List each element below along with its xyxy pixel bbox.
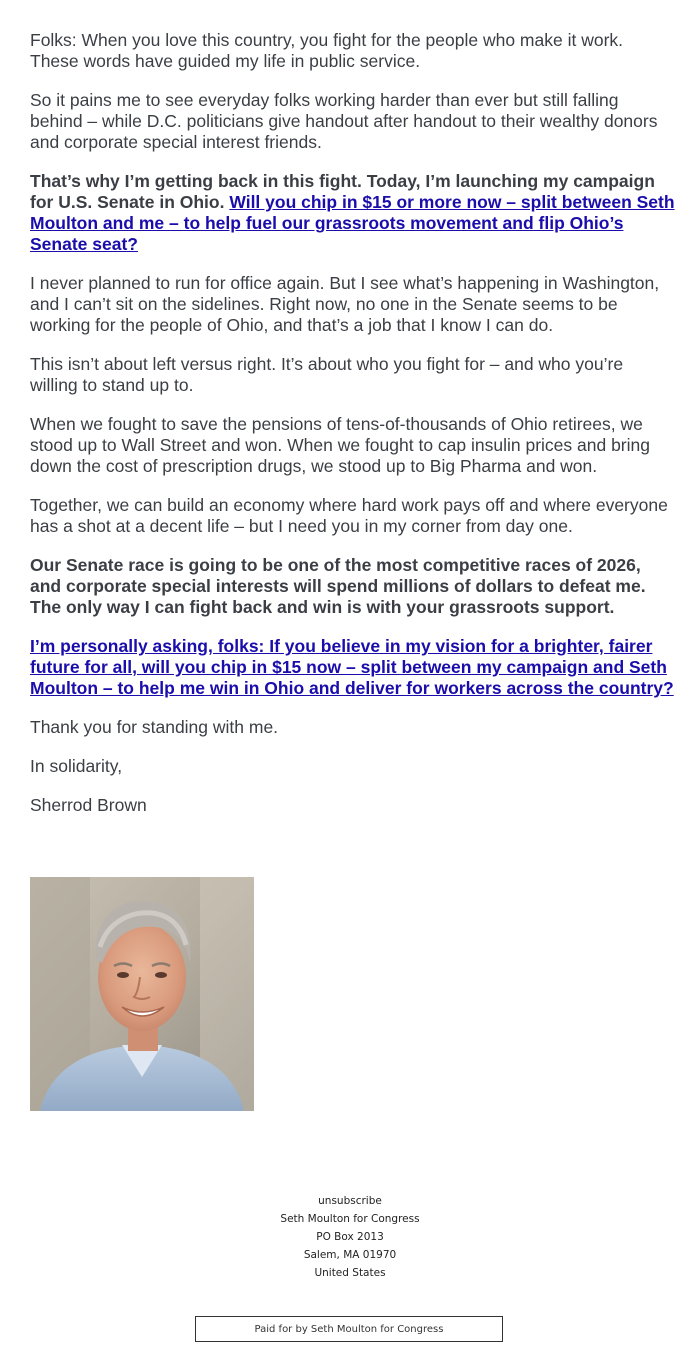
portrait-image bbox=[30, 877, 254, 1111]
paragraph-left-vs-right: This isn’t about left versus right. It’s about who you fight for – and who you’re willing to stand up to. bbox=[30, 354, 624, 395]
footer-po-box: PO Box 2013 bbox=[316, 1231, 384, 1243]
unsubscribe-link[interactable]: unsubscribe bbox=[318, 1195, 382, 1207]
donate-link-chip-in-15[interactable]: Will you chip in $15 or more now – split between Seth Moulton and me – to help fuel our grassroots movement and flip Ohio’s Senate seat? bbox=[30, 192, 675, 254]
paragraph-never-planned: I never planned to run for office again. But I see what’s happening in Washington, and I can’t sit on the sidelines. Right now, no one in the Senate seems to be working for the people of Ohio, and that’s a job that I know I can do. bbox=[30, 273, 660, 335]
donate-link-personal-ask[interactable]: I’m personally asking, folks: If you believe in my vision for a brighter, fairer future for all, will you chip in $15 now – split between my campaign and Seth Moulton – to help me win in Ohio and deliver for workers across the country? bbox=[30, 636, 674, 698]
paragraph-competitive-race: Our Senate race is going to be one of the most competitive races of 2026, and corporate special interests will spend millions of dollars to defeat me. The only way I can fight back and win is with your grassroots support. bbox=[30, 555, 646, 617]
paragraph-falling-behind: So it pains me to see everyday folks working harder than ever but still falling behind – while D.C. politicians give handout after handout to their wealthy donors and corporate special interest friends. bbox=[30, 90, 658, 152]
paragraph-intro: Folks: When you love this country, you fight for the people who make it work. These words have guided my life in public service. bbox=[30, 30, 624, 71]
footer-city: Salem, MA 01970 bbox=[303, 1249, 397, 1261]
email-body bbox=[30, 30, 675, 834]
launch-announcement-text: That’s why I’m getting back in this fight. Today, I’m launching my campaign for U.S. Senate in Ohio. bbox=[30, 171, 655, 212]
closing-text: In solidarity, bbox=[30, 756, 123, 776]
paragraph-record: When we fought to save the pensions of tens-of-thousands of Ohio retirees, we stood up to Wall Street and won. When we fought to cap insulin prices and bring down the cost of prescription drugs, we stood up to Big Pharma and won. bbox=[30, 414, 650, 476]
paid-for-disclaimer: Paid for by Seth Moulton for Congress bbox=[195, 1316, 503, 1342]
footer-country: United States bbox=[314, 1267, 386, 1279]
footer-org-name: Seth Moulton for Congress bbox=[280, 1213, 420, 1225]
paragraph-together: Together, we can build an economy where hard work pays off and where everyone has a shot at a decent life – but I need you in my corner from day one. bbox=[30, 495, 668, 536]
sherrod-brown-photo bbox=[30, 877, 254, 1111]
paragraph-personal-ask bbox=[30, 636, 675, 699]
paragraph-launch bbox=[30, 171, 675, 255]
paragraph-thanks: Thank you for standing with me. bbox=[30, 717, 279, 737]
signature-name: Sherrod Brown bbox=[30, 795, 147, 815]
email-footer bbox=[0, 1192, 700, 1282]
